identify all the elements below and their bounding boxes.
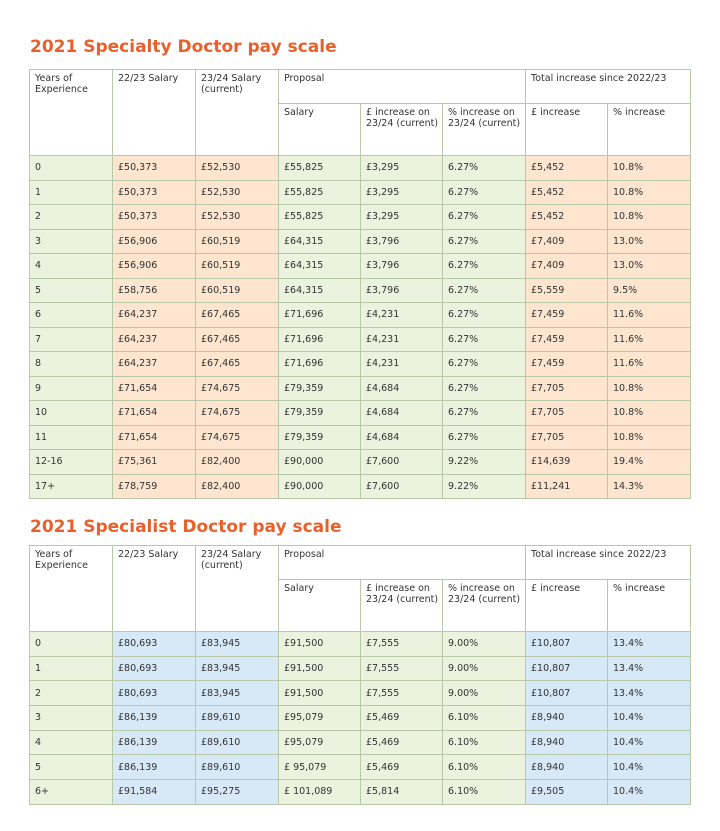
salary-2324-cell: £83,945 (196, 632, 279, 657)
total-pct-increase-cell: 10.4% (608, 780, 691, 805)
years-cell: 11 (30, 425, 113, 450)
years-cell: 6 (30, 303, 113, 328)
total-pct-increase-cell: 13.4% (608, 632, 691, 657)
proposal-pct-increase-cell: 6.27% (443, 303, 526, 328)
table-row (30, 656, 691, 681)
salary-2324-cell: £74,675 (196, 401, 279, 426)
proposal-salary-cell: £79,359 (279, 425, 361, 450)
years-cell: 4 (30, 730, 113, 755)
years-cell: 3 (30, 706, 113, 731)
table-row (30, 474, 691, 499)
years-cell: 5 (30, 755, 113, 780)
table-row (30, 401, 691, 426)
proposal-salary-cell: £91,500 (279, 656, 361, 681)
table-row (30, 352, 691, 377)
years-cell: 10 (30, 401, 113, 426)
table-row (30, 156, 691, 181)
salary-2324-cell: £52,530 (196, 205, 279, 230)
years-cell: 0 (30, 156, 113, 181)
salary-2324-cell: £74,675 (196, 425, 279, 450)
header-proposal-salary: Salary (279, 580, 361, 632)
proposal-pct-increase-cell: 6.27% (443, 352, 526, 377)
salary-2324-cell: £60,519 (196, 229, 279, 254)
proposal-pct-increase-cell: 9.22% (443, 450, 526, 475)
proposal-pct-increase-cell: 6.10% (443, 730, 526, 755)
table-row (30, 327, 691, 352)
salary-2324-cell: £82,400 (196, 474, 279, 499)
total-gbp-increase-cell: £14,639 (526, 450, 608, 475)
header-salary-2223: 22/23 Salary (113, 70, 196, 156)
proposal-pct-increase-cell: 6.27% (443, 401, 526, 426)
proposal-salary-cell: £95,079 (279, 730, 361, 755)
proposal-salary-cell: £91,500 (279, 681, 361, 706)
total-gbp-increase-cell: £11,241 (526, 474, 608, 499)
total-gbp-increase-cell: £7,705 (526, 376, 608, 401)
salary-2324-cell: £89,610 (196, 755, 279, 780)
header-salary-2223: 22/23 Salary (113, 546, 196, 632)
total-gbp-increase-cell: £5,452 (526, 156, 608, 181)
years-cell: 17+ (30, 474, 113, 499)
total-pct-increase-cell: 11.6% (608, 352, 691, 377)
header-total-increase: Total increase since 2022/23 (526, 70, 691, 104)
total-gbp-increase-cell: £7,409 (526, 254, 608, 279)
years-cell: 1 (30, 180, 113, 205)
proposal-salary-cell: £71,696 (279, 303, 361, 328)
salary-2223-cell: £91,584 (113, 780, 196, 805)
proposal-pct-increase-cell: 6.27% (443, 425, 526, 450)
proposal-salary-cell: £55,825 (279, 205, 361, 230)
table-row (30, 303, 691, 328)
salary-2223-cell: £64,237 (113, 352, 196, 377)
header-total-pct-increase: % increase (608, 104, 691, 156)
proposal-pct-increase-cell: 6.27% (443, 376, 526, 401)
proposal-gbp-increase-cell: £4,684 (361, 401, 443, 426)
salary-2223-cell: £56,906 (113, 254, 196, 279)
table-row (30, 205, 691, 230)
table-row (30, 376, 691, 401)
proposal-pct-increase-cell: 6.27% (443, 229, 526, 254)
proposal-gbp-increase-cell: £3,295 (361, 156, 443, 181)
proposal-salary-cell: £ 95,079 (279, 755, 361, 780)
total-gbp-increase-cell: £5,452 (526, 205, 608, 230)
total-pct-increase-cell: 10.4% (608, 730, 691, 755)
years-cell: 4 (30, 254, 113, 279)
salary-2223-cell: £64,237 (113, 303, 196, 328)
proposal-salary-cell: £55,825 (279, 180, 361, 205)
header-total-gbp-increase: £ increase (526, 104, 608, 156)
header-total-pct-increase: % increase (608, 580, 691, 632)
total-gbp-increase-cell: £8,940 (526, 706, 608, 731)
total-pct-increase-cell: 10.8% (608, 156, 691, 181)
proposal-salary-cell: £64,315 (279, 254, 361, 279)
proposal-gbp-increase-cell: £7,555 (361, 656, 443, 681)
total-pct-increase-cell: 13.4% (608, 681, 691, 706)
proposal-pct-increase-cell: 6.10% (443, 706, 526, 731)
years-cell: 0 (30, 632, 113, 657)
salary-2223-cell: £71,654 (113, 425, 196, 450)
proposal-gbp-increase-cell: £3,796 (361, 254, 443, 279)
proposal-pct-increase-cell: 6.27% (443, 205, 526, 230)
total-pct-increase-cell: 10.8% (608, 425, 691, 450)
total-pct-increase-cell: 11.6% (608, 327, 691, 352)
table-row (30, 706, 691, 731)
table-row (30, 229, 691, 254)
salary-2223-cell: £64,237 (113, 327, 196, 352)
years-cell: 6+ (30, 780, 113, 805)
total-gbp-increase-cell: £7,705 (526, 425, 608, 450)
proposal-gbp-increase-cell: £4,684 (361, 425, 443, 450)
proposal-gbp-increase-cell: £3,295 (361, 180, 443, 205)
table-row (30, 632, 691, 657)
years-cell: 3 (30, 229, 113, 254)
total-gbp-increase-cell: £10,807 (526, 681, 608, 706)
salary-2324-cell: £82,400 (196, 450, 279, 475)
salary-2223-cell: £50,373 (113, 180, 196, 205)
header-proposal: Proposal (279, 546, 526, 580)
proposal-salary-cell: £ 101,089 (279, 780, 361, 805)
salary-2324-cell: £83,945 (196, 656, 279, 681)
salary-2324-cell: £89,610 (196, 706, 279, 731)
salary-2324-cell: £52,530 (196, 156, 279, 181)
years-cell: 9 (30, 376, 113, 401)
salary-2223-cell: £80,693 (113, 632, 196, 657)
proposal-gbp-increase-cell: £4,684 (361, 376, 443, 401)
table-row (30, 730, 691, 755)
total-pct-increase-cell: 10.8% (608, 401, 691, 426)
total-gbp-increase-cell: £7,459 (526, 303, 608, 328)
proposal-salary-cell: £55,825 (279, 156, 361, 181)
header-total-gbp-increase: £ increase (526, 580, 608, 632)
total-pct-increase-cell: 9.5% (608, 278, 691, 303)
salary-2324-cell: £60,519 (196, 254, 279, 279)
table-row (30, 254, 691, 279)
table-row (30, 755, 691, 780)
header-years-of-experience: Years of Experience (30, 70, 113, 156)
total-gbp-increase-cell: £5,559 (526, 278, 608, 303)
proposal-gbp-increase-cell: £3,796 (361, 229, 443, 254)
total-gbp-increase-cell: £7,459 (526, 327, 608, 352)
years-cell: 2 (30, 205, 113, 230)
salary-2223-cell: £86,139 (113, 730, 196, 755)
header-proposal-pct-increase: % increase on 23/24 (current) (443, 104, 526, 156)
salary-2223-cell: £80,693 (113, 681, 196, 706)
total-gbp-increase-cell: £7,459 (526, 352, 608, 377)
total-gbp-increase-cell: £8,940 (526, 730, 608, 755)
header-proposal: Proposal (279, 70, 526, 104)
total-gbp-increase-cell: £9,505 (526, 780, 608, 805)
total-pct-increase-cell: 10.4% (608, 706, 691, 731)
specialist-pay-scale-title: 2021 Specialist Doctor pay scale (30, 517, 342, 537)
years-cell: 1 (30, 656, 113, 681)
total-gbp-increase-cell: £8,940 (526, 755, 608, 780)
salary-2223-cell: £75,361 (113, 450, 196, 475)
proposal-pct-increase-cell: 6.27% (443, 180, 526, 205)
total-pct-increase-cell: 10.8% (608, 205, 691, 230)
header-proposal-gbp-increase: £ increase on 23/24 (current) (361, 580, 443, 632)
total-pct-increase-cell: 13.0% (608, 229, 691, 254)
total-pct-increase-cell: 10.4% (608, 755, 691, 780)
salary-2223-cell: £56,906 (113, 229, 196, 254)
proposal-pct-increase-cell: 6.10% (443, 755, 526, 780)
proposal-gbp-increase-cell: £4,231 (361, 303, 443, 328)
salary-2324-cell: £67,465 (196, 352, 279, 377)
total-gbp-increase-cell: £10,807 (526, 632, 608, 657)
proposal-salary-cell: £79,359 (279, 401, 361, 426)
proposal-gbp-increase-cell: £5,469 (361, 706, 443, 731)
proposal-pct-increase-cell: 6.27% (443, 254, 526, 279)
specialty-pay-scale-table (29, 69, 691, 499)
years-cell: 12-16 (30, 450, 113, 475)
salary-2324-cell: £74,675 (196, 376, 279, 401)
table-row (30, 780, 691, 805)
proposal-salary-cell: £71,696 (279, 352, 361, 377)
total-pct-increase-cell: 10.8% (608, 376, 691, 401)
proposal-gbp-increase-cell: £4,231 (361, 327, 443, 352)
salary-2223-cell: £86,139 (113, 706, 196, 731)
total-gbp-increase-cell: £7,705 (526, 401, 608, 426)
header-total-increase: Total increase since 2022/23 (526, 546, 691, 580)
salary-2223-cell: £50,373 (113, 156, 196, 181)
header-proposal-salary: Salary (279, 104, 361, 156)
proposal-salary-cell: £79,359 (279, 376, 361, 401)
total-pct-increase-cell: 11.6% (608, 303, 691, 328)
proposal-gbp-increase-cell: £3,295 (361, 205, 443, 230)
salary-2324-cell: £67,465 (196, 327, 279, 352)
proposal-gbp-increase-cell: £5,469 (361, 730, 443, 755)
total-pct-increase-cell: 14.3% (608, 474, 691, 499)
proposal-gbp-increase-cell: £7,600 (361, 474, 443, 499)
proposal-salary-cell: £64,315 (279, 278, 361, 303)
years-cell: 5 (30, 278, 113, 303)
header-salary-2324: 23/24 Salary (current) (196, 546, 279, 632)
header-proposal-pct-increase: % increase on 23/24 (current) (443, 580, 526, 632)
table-row (30, 425, 691, 450)
salary-2324-cell: £60,519 (196, 278, 279, 303)
total-gbp-increase-cell: £7,409 (526, 229, 608, 254)
salary-2324-cell: £89,610 (196, 730, 279, 755)
salary-2324-cell: £67,465 (196, 303, 279, 328)
proposal-pct-increase-cell: 6.27% (443, 327, 526, 352)
total-gbp-increase-cell: £5,452 (526, 180, 608, 205)
salary-2223-cell: £80,693 (113, 656, 196, 681)
total-pct-increase-cell: 13.4% (608, 656, 691, 681)
table-row (30, 450, 691, 475)
salary-2324-cell: £95,275 (196, 780, 279, 805)
proposal-pct-increase-cell: 6.10% (443, 780, 526, 805)
salary-2223-cell: £78,759 (113, 474, 196, 499)
salary-2223-cell: £71,654 (113, 401, 196, 426)
total-pct-increase-cell: 13.0% (608, 254, 691, 279)
years-cell: 7 (30, 327, 113, 352)
years-cell: 8 (30, 352, 113, 377)
specialty-pay-scale-title: 2021 Specialty Doctor pay scale (30, 37, 337, 57)
proposal-pct-increase-cell: 9.00% (443, 656, 526, 681)
proposal-gbp-increase-cell: £5,814 (361, 780, 443, 805)
total-gbp-increase-cell: £10,807 (526, 656, 608, 681)
proposal-salary-cell: £90,000 (279, 450, 361, 475)
proposal-pct-increase-cell: 9.22% (443, 474, 526, 499)
proposal-gbp-increase-cell: £4,231 (361, 352, 443, 377)
proposal-pct-increase-cell: 6.27% (443, 156, 526, 181)
proposal-pct-increase-cell: 6.27% (443, 278, 526, 303)
header-years-of-experience: Years of Experience (30, 546, 113, 632)
years-cell: 2 (30, 681, 113, 706)
salary-2324-cell: £83,945 (196, 681, 279, 706)
header-proposal-gbp-increase: £ increase on 23/24 (current) (361, 104, 443, 156)
table-row (30, 278, 691, 303)
salary-2223-cell: £71,654 (113, 376, 196, 401)
proposal-gbp-increase-cell: £3,796 (361, 278, 443, 303)
proposal-pct-increase-cell: 9.00% (443, 681, 526, 706)
proposal-gbp-increase-cell: £5,469 (361, 755, 443, 780)
table-row (30, 180, 691, 205)
proposal-gbp-increase-cell: £7,555 (361, 681, 443, 706)
specialist-pay-scale-table (29, 545, 691, 805)
proposal-salary-cell: £71,696 (279, 327, 361, 352)
total-pct-increase-cell: 19.4% (608, 450, 691, 475)
salary-2324-cell: £52,530 (196, 180, 279, 205)
salary-2223-cell: £50,373 (113, 205, 196, 230)
proposal-salary-cell: £91,500 (279, 632, 361, 657)
total-pct-increase-cell: 10.8% (608, 180, 691, 205)
table-row (30, 681, 691, 706)
header-salary-2324: 23/24 Salary (current) (196, 70, 279, 156)
proposal-gbp-increase-cell: £7,600 (361, 450, 443, 475)
salary-2223-cell: £58,756 (113, 278, 196, 303)
proposal-salary-cell: £64,315 (279, 229, 361, 254)
proposal-salary-cell: £95,079 (279, 706, 361, 731)
proposal-pct-increase-cell: 9.00% (443, 632, 526, 657)
proposal-gbp-increase-cell: £7,555 (361, 632, 443, 657)
salary-2223-cell: £86,139 (113, 755, 196, 780)
proposal-salary-cell: £90,000 (279, 474, 361, 499)
